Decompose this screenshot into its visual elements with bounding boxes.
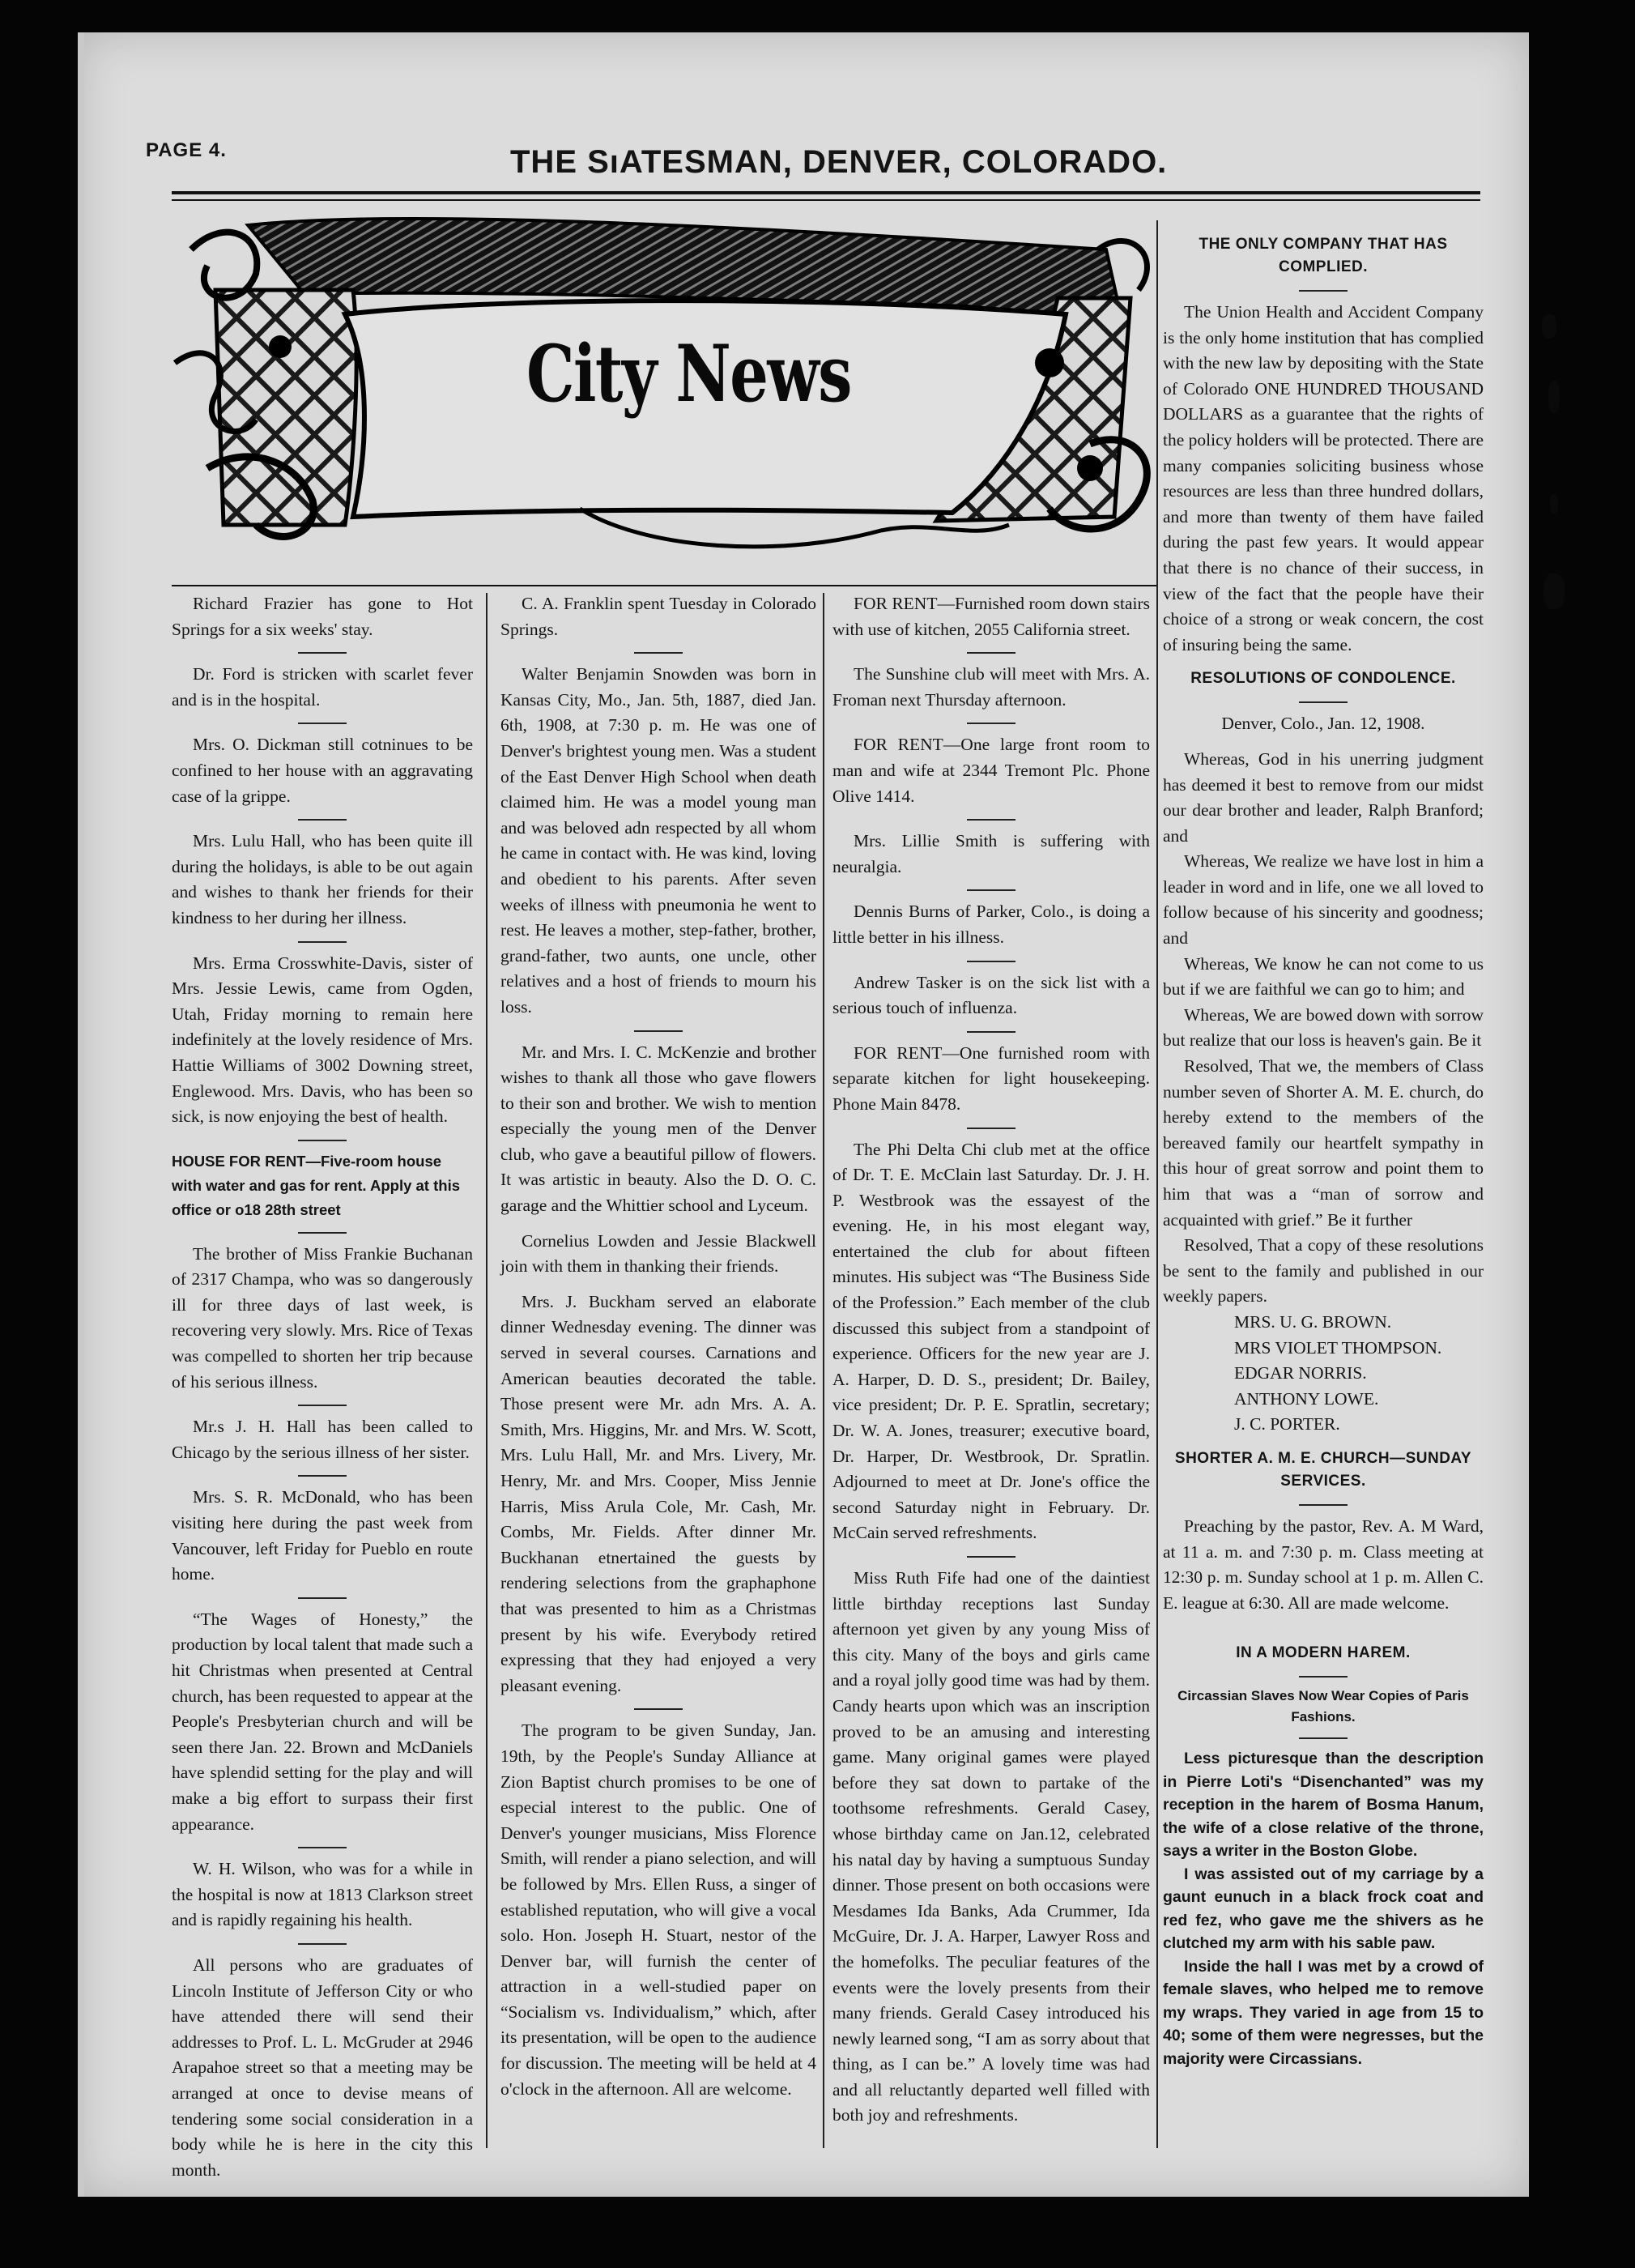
separator <box>967 819 1015 821</box>
headline-modern-harem: IN A MODERN HAREM. <box>1236 1644 1411 1662</box>
news-item: FOR RENT—Furnished room down stairs with use of kitchen, 2055 California street. <box>832 594 1150 639</box>
separator <box>298 723 347 724</box>
separator <box>298 941 347 943</box>
news-item: Richard Frazier has gone to Hot Springs for a six weeks' stay. <box>172 594 473 639</box>
resolution-paragraph: Resolved, That a copy of these resolutions be sent to the family and published in our weekly papers. <box>1163 1235 1484 1307</box>
resolution-paragraph: Resolved, That we, the members of Class number seven of Shorter A. M. E. church, do hereby extend to the members of the bereaved family our heartfelt sympathy in this hour of great sorrow and point them to him that was a “man of sorrow and acquainted with grief.” Be it further <box>1163 1056 1484 1230</box>
news-item: Miss Ruth Fife had one of the daintiest little birthday receptions last Sunday afternoon yet given by any young Miss of this city. Many of the boys and girls came and a royal jolly good time was had by them. Candy hearts upon which was an inscription proved to be an amusing and interesting game. Many original games were played before they sat down to partake of the toothsome refreshments. Gerald Casey, whose birthday came on Jan.12, celebrated his natal day by having a sumptuous Sunday dinner. Those present on both occasions were Mesdames Ida Banks, Ada Crummer, Ida McGuire, Dr. J. A. Harper, Lawyer Ross and the homefolks. The peculiar features of the events were the lovely presents from their many friends. Gerald Casey introduced his newly learned song, “I am as sorry about that thing, as I can be.” A lovely time was had and all reluctantly departed well filled with both joy and refreshments. <box>832 1568 1150 2125</box>
column-rule-2 <box>823 593 824 2148</box>
resolution-paragraph: Whereas, We know he can not come to us but if we are faithful we can go to him; and <box>1163 953 1484 1000</box>
city-news-title: City News <box>526 328 851 420</box>
subheadline-harem: Circassian Slaves Now Wear Copies of Paris Fashions. <box>1177 1688 1469 1725</box>
separator <box>1299 290 1348 292</box>
page-edge <box>78 32 84 2197</box>
news-item: Dr. Ford is stricken with scarlet fever and is in the hospital. <box>172 664 473 710</box>
signatory: ANTHONY LOWE. <box>1234 1388 1379 1409</box>
news-item: The Phi Delta Chi club met at the office of Dr. T. E. McClain last Saturday. Dr. J. H. P. Westbrook was the essayest of the evening. He, in his most elegant way, entertained the club for about fifteen minutes. His subject was “The Business Side of the Profession.” Each member of the club discussed this subject from a standpoint of experience. Officers for the new year are J. A. Harper, D. D. S., president; Dr. Bailey, vice president; Dr. P. E. Spratlin, secretary; Dr. W. A. Jones, treasurer; executive board, Dr. Harper, Dr. Westbrook, Dr. Spratlin. Adjourned to meet at Dr. Jone's office the second Saturday night in February. Dr. McCain served refreshments. <box>832 1139 1150 1543</box>
column-1 <box>172 591 473 2180</box>
harem-paragraph: I was assisted out of my carriage by a gaunt eunuch in a black frock coat and red fez, who gave me the shivers as he clutched my arm with his sable paw. <box>1163 1865 1484 1953</box>
signatory: J. C. PORTER. <box>1234 1414 1340 1435</box>
separator <box>967 961 1015 962</box>
news-item: Mrs. J. Buckham served an elaborate dinner Wednesday evening. The dinner was served in several courses. Carnations and American beauties decorated the table. Those present were Mr. adn Mrs. A. A. Smith, Mrs. Higgins, Mr. and Mrs. W. Scott, Mrs. Lulu Hall, Mr. and Mrs. Livery, Mr. Henry, Mr. and Mrs. Cooper, Miss Jennie Harris, Miss Arula Cole, Mr. Cash, Mr. Combs, Mr. Fields. After dinner Mr. Buckhanan etnertained the guests by rendering selections from the graphaphone that was presented to him as a Christmas present by his wife. Everybody retired expressing that they had enjoyed a very pleasant evening. <box>500 1291 816 1695</box>
separator <box>1299 1737 1348 1739</box>
banner-bottom-rule <box>172 585 1156 586</box>
column-2 <box>500 591 816 2155</box>
signatory: EDGAR NORRIS. <box>1234 1363 1367 1383</box>
resolution-dateline: Denver, Colo., Jan. 12, 1908. <box>1221 714 1425 734</box>
news-item: Mrs. Lulu Hall, who has been quite ill during the holidays, is able to be out again and wishes to thank her friends for their kindness to her during her illness. <box>172 831 473 927</box>
margin-mark <box>1543 573 1565 609</box>
margin-mark <box>1542 314 1556 339</box>
separator <box>967 723 1015 724</box>
news-item: Andrew Tasker is on the sick list with a serious touch of influenza. <box>832 972 1150 1018</box>
separator <box>967 1128 1015 1129</box>
separator <box>298 1597 347 1599</box>
separator <box>967 889 1015 891</box>
margin-mark <box>1548 381 1560 413</box>
news-item: W. H. Wilson, who was for a while in the hospital is now at 1813 Clarkson street and is rapidly regaining his health. <box>172 1859 473 1930</box>
news-item: Cornelius Lowden and Jessie Blackwell join with them in thanking their friends. <box>500 1230 816 1277</box>
separator <box>1299 1676 1348 1678</box>
news-item: Mr.s J. H. Hall has been called to Chicago by the serious illness of her sister. <box>172 1417 473 1462</box>
separator <box>298 652 347 654</box>
page-number: PAGE 4. <box>146 139 227 161</box>
news-item: Mrs. O. Dickman still cotninues to be confined to her house with an aggravating case of la grippe. <box>172 735 473 806</box>
news-item: All persons who are graduates of Lincoln Institute of Jefferson City or who have attended there will send their addresses to Prof. L. L. McGruder at 2946 Arapahoe street so that a meeting may be arranged at once to devise means of tendering some social consideration in a body while he is here in the city this month. <box>172 1955 473 2180</box>
news-item: Walter Benjamin Snowden was born in Kansas City, Mo., Jan. 5th, 1887, died Jan. 6th, 1908, at 7:30 p. m. He was one of Denver's brightest young men. Was a student of the East Denver High School when death claimed him. He was a model young man and was beloved adn respected by all whom he came in contact with. He was kind, loving and obedient to his parents. After seven weeks of illness with pneumonia he went to rest. He leaves a mother, step-father, brother, grand-father, two aunts, one uncle, other relatives and a host of friends to mourn his loss. <box>500 664 816 1017</box>
harem-paragraph: Less picturesque than the description in Pierre Loti's “Disenchanted” was my reception in the harem of Bosma Hanum, the wife of a close relative of the throne, says a writer in the Boston Globe. <box>1163 1750 1484 1861</box>
news-item: The program to be given Sunday, Jan. 19th, by the People's Sunday Alliance at Zion Baptist church promises to be one of especial interest to the public. One of Denver's younger musicians, Miss Florence Smith, will render a piano selection, and will be followed by Mrs. Ellen Russ, a singer of established reputation, who will give a vocal solo. Hon. Joseph H. Stuart, nestor of the Denver bar, will furnish the center of attraction in a well-studied paper on “Socialism vs. Individualism,” which, after its presentation, will be open to the audience for discussion. The meeting will be held at 4 o'clock in the afternoon. All are welcome. <box>500 1720 816 2099</box>
separator <box>298 1405 347 1406</box>
article-church-services: Preaching by the pastor, Rev. A. M Ward, at 11 a. m. and 7:30 p. m. Class meeting at 12:30 p. m. Sunday school at 1 p. m. Allen C. E. league at 6:30. All are made welcome. <box>1163 1516 1484 1613</box>
headline-shorter-church: SHORTER A. M. E. CHURCH—SUNDAY SERVICES. <box>1174 1449 1472 1490</box>
signatory: MRS. U. G. BROWN. <box>1234 1311 1392 1332</box>
separator <box>967 652 1015 654</box>
masthead-title: THE SıATESMAN, DENVER, COLORADO. <box>510 144 1168 180</box>
harem-paragraph: Inside the hall I was met by a crowd of female slaves, who helped me to remove my wraps. They varied in age from 15 to 40; some of them were negresses, but the majority were Circassians. <box>1163 1957 1484 2068</box>
headline-resolutions: RESOLUTIONS OF CONDOLENCE. <box>1190 670 1456 688</box>
news-item: C. A. Franklin spent Tuesday in Colorado Springs. <box>500 594 816 639</box>
news-item: FOR RENT—One furnished room with separate kitchen for light housekeeping. Phone Main 8478. <box>832 1042 1150 1114</box>
news-item: The brother of Miss Frankie Buchanan of 2317 Champa, who was so dangerously ill for three days of last week, is recovering very slowly. Mrs. Rice of Texas was compelled to shorten her trip because of his serious illness. <box>172 1243 473 1392</box>
separator <box>634 652 683 654</box>
separator <box>967 1031 1015 1033</box>
article-union-health: The Union Health and Accident Company is the only home institution that has complied with the new law by depositing with the State of Colorado ONE HUNDRED THOUSAND DOLLARS as a guarantee that the rights of the policy holders will be protected. There are many companies soliciting business whose resources are less than three hundred dollars, and more than twenty of them have failed during the past few years. It would appear that there is no chance of their success, in view of the fact that the people have their choice of a strong or weak concern, the cost of insuring being the same. <box>1163 302 1484 654</box>
column-rule-3 <box>1156 220 1158 2148</box>
news-item: Dennis Burns of Parker, Colo., is doing a little better in his illness. <box>832 902 1150 947</box>
news-item: Mrs. Lillie Smith is suffering with neuralgia. <box>832 831 1150 876</box>
news-item: Mr. and Mrs. I. C. McKenzie and brother wishes to thank all those who gave flowers to their son and brother. We wish to mention especially the young men of the Denver club, who gave a beautiful pillow of flowers. It was artistic in beauty. Also the D. O. C. garage and the Whittier school and Lyceum. <box>500 1042 816 1216</box>
signatory: MRS VIOLET THOMPSON. <box>1234 1337 1442 1358</box>
column-4 <box>1163 228 1484 2148</box>
separator <box>298 819 347 821</box>
separator <box>298 1847 347 1848</box>
news-item: FOR RENT—One large front room to man and wife at 2344 Tremont Plc. Phone Olive 1414. <box>832 735 1150 806</box>
masthead-rule <box>172 191 1480 194</box>
news-item: The Sunshine club will meet with Mrs. A. Froman next Thursday afternoon. <box>832 664 1150 710</box>
separator <box>1299 1504 1348 1506</box>
separator <box>634 1708 683 1710</box>
news-item: Mrs. S. R. McDonald, who has been visiting here during the past week from Vancouver, left Friday for Pueblo en route home. <box>172 1487 473 1584</box>
column-rule-1 <box>486 593 488 2148</box>
resolution-paragraph: Whereas, We realize we have lost in him a leader in word and in life, one we all loved to follow because of his sincerity and goodness; and <box>1163 851 1484 949</box>
resolution-paragraph: Whereas, We are bowed down with sorrow but realize that our loss is heaven's gain. Be it <box>1163 1004 1484 1051</box>
headline-only-company: THE ONLY COMPANY THAT HAS COMPLIED. <box>1199 236 1448 275</box>
separator <box>967 1556 1015 1558</box>
separator <box>298 1140 347 1141</box>
classified-ad: HOUSE FOR RENT—Five-room house with water and gas for rent. Apply at this office or ο18 28th street <box>172 1152 460 1218</box>
separator <box>298 1232 347 1234</box>
resolution-paragraph: Whereas, God in his unerring judgment has deemed it best to remove from our midst our dear brother and leader, Ralph Branford; and <box>1163 748 1484 846</box>
separator <box>298 1943 347 1945</box>
news-item: Mrs. Erma Crosswhite-Davis, sister of Mrs. Jessie Lewis, came from Ogden, Utah, Friday morning to remain here indefinitely at the lovely residence of Mrs. Hattie Williams of 3002 Downing street, Englewood. Mrs. Davis, who has been so sick, is now enjoying the best of health. <box>172 953 473 1127</box>
news-item: “The Wages of Honesty,” the production by local talent that made such a hit Christmas when presented at Central church, has been requested to appear at the People's Presbyterian church and will be seen there Jan. 22. Brown and McDaniels have splendid setting for the play and will make a big effort to surpass their first appearance. <box>172 1609 473 1834</box>
separator <box>298 1475 347 1477</box>
separator <box>634 1030 683 1032</box>
margin-mark <box>1550 494 1558 514</box>
separator <box>1299 701 1348 703</box>
column-3 <box>832 591 1150 2155</box>
